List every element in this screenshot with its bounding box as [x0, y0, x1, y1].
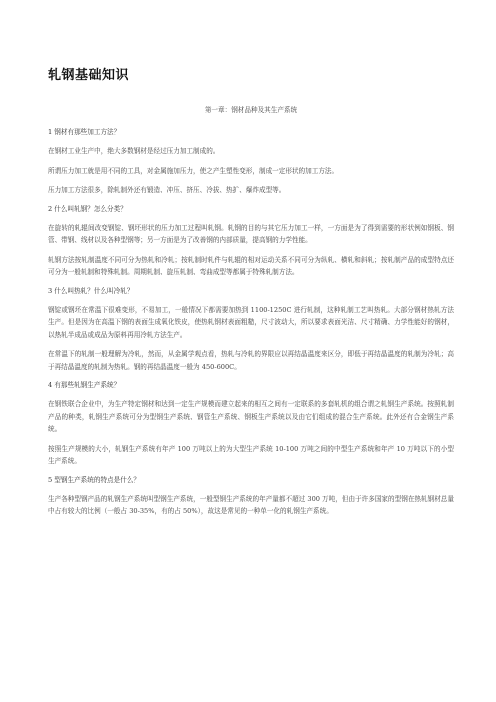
question-heading: 5 型钢生产系统的特点是什么？: [48, 475, 141, 484]
paragraph: 钢锭或钢坯在常温下很难变形，不易加工，一般情况下都需要加热到 1100-1250C 进行轧制，这种轧制工艺叫热轧。大部分钢材热轧方法生产。但是因为在高温下钢的表面生成氧化铁皮，使热轧钢材表面粗糙，尺寸波动大，所以要求表面光洁、尺寸精确、力学性能好的钢材，以热轧半成品或成品为原料再用冷轧方法生产。: [48, 305, 454, 339]
paragraph: 在钢材工业生产中，绝大多数钢材是经过压力加工制成的。: [48, 147, 220, 155]
paragraph: 在钢铁联合企业中，为生产特定钢材和达到一定生产规模而建立起来的相互之间有一定联系的多套轧机的组合谓之轧钢生产系统。按照轧制产品的种类，轧钢生产系统可分为型钢生产系统、钢管生产系统、钢板生产系统以及由它们组成的混合生产系统。此外还有合金钢生产系统。: [48, 400, 454, 433]
paragraph: 轧钢方法按轧制温度不同可分为热轧和冷轧；按轧制时轧件与轧辊的相对运动关系不同可分为纵轧、横轧和斜轧；按轧制产品的成型特点还可分为一般轧制和特殊轧制。周期轧制、旋压轧制、弯曲成型等都属于特殊轧制方法。: [48, 255, 454, 276]
paragraph: 生产各种型钢产品的轧钢生产系统叫型钢生产系统，一般型钢生产系统的年产量都不超过 300 万吨，但由于许多国家的型钢在热轧钢材总量中占有较大的比例（一般占 30-35%，有的占 50%），故这是常见的一种单一化的轧钢生产系统。: [48, 494, 454, 515]
paragraph: 在旋转的轧辊间改变钢锭、钢坯形状的压力加工过程叫轧钢。轧钢的目的与其它压力加工一样，一方面是为了得到需要的形状例如钢板、钢管、带钢、线材以及各种型钢等；另一方面是为了改善钢的内部质量，提高钢的力学性能。: [48, 223, 454, 244]
document-title: 轧钢基础知识: [48, 68, 130, 83]
question-heading: 3 什么叫热轧？什么叫冷轧？: [48, 286, 134, 295]
section-2: [48, 204, 454, 279]
section-3: [48, 286, 454, 374]
chapter-heading: 第一章：钢材品种及其生产系统: [204, 106, 298, 114]
section-1: [48, 127, 454, 197]
paragraph: 按照生产规模的大小，轧钢生产系统有年产 100 万吨以上的为大型生产系统 10-100 万吨之间的中型生产系统和年产 10 万吨以下的小型生产系统。: [48, 444, 454, 465]
paragraph: 压力加工方法很多，除轧制外还有锻造、冲压、挤压、冷拔、热扩、爆炸成型等。: [48, 186, 286, 194]
question-heading: 1 钢材有那些加工方法？: [48, 128, 121, 136]
question-heading: 4 有那些轧钢生产系统？: [48, 381, 121, 389]
question-heading: 2 什么叫轧钢？怎么分类？: [48, 204, 127, 213]
document-page: [48, 64, 454, 525]
paragraph: 所谓压力加工就是用不同的工具，对金属施加压力，使之产生塑性变形，制成一定形状的加工方法。: [48, 166, 339, 175]
section-5: [48, 475, 454, 518]
section-4: [48, 380, 454, 468]
paragraph: 在常温下的轧制一般理解为冷轧，然而，从金属学观点看，热轧与冷轧的界限应以再结晶温度来区分，即低于再结晶温度的轧制为冷轧；高于再结晶温度的轧制为热轧。钢的再结晶温度一般为 450-600C。: [48, 350, 454, 371]
